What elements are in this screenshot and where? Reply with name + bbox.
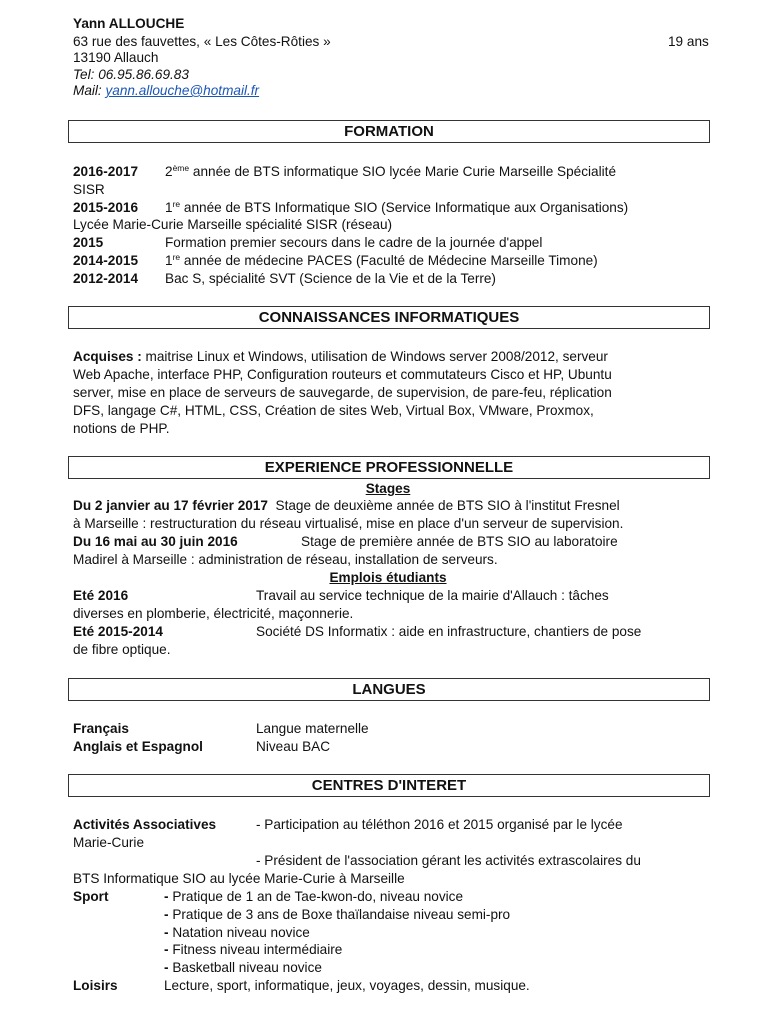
sport-item: - Natation niveau novice bbox=[164, 925, 310, 940]
asso-line: - Président de l'association gérant les activités extrascolaires du bbox=[256, 853, 641, 868]
stage-item-cont: à Marseille : restructuration du réseau virtualisé, mise en place d'un serveur de supervision. bbox=[73, 516, 624, 531]
sport-item: - Pratique de 3 ans de Boxe thaïlandaise niveau semi-pro bbox=[164, 907, 511, 922]
sport-item: Sport - Pratique de 1 an de Tae-kwon-do, niveau novice bbox=[73, 889, 464, 904]
formation-item: 2015-2016 1re année de BTS Informatique SIO (Service Informatique aux Organisations) bbox=[73, 199, 629, 215]
job-item-cont: diverses en plomberie, électricité, maçonnerie. bbox=[73, 606, 354, 621]
language-item: Français Langue maternelle bbox=[73, 721, 369, 736]
formation-item: 2012-2014 Bac S, spécialité SVT (Science de la Vie et de la Terre) bbox=[73, 271, 496, 286]
stage-item: Du 2 janvier au 17 février 2017 Stage de deuxième année de BTS SIO à l'institut Fresnel bbox=[73, 498, 620, 513]
section-connaissances: CONNAISSANCES INFORMATIQUES bbox=[68, 306, 710, 329]
formation-item-cont: SISR bbox=[73, 182, 105, 197]
job-item-cont: de fibre optique. bbox=[73, 642, 171, 657]
section-experience: EXPERIENCE PROFESSIONNELLE bbox=[68, 456, 710, 479]
sport-item: - Basketball niveau novice bbox=[164, 960, 322, 975]
skills-line: DFS, langage C#, HTML, CSS, Création de sites Web, Virtual Box, VMware, Proxmox, bbox=[73, 403, 594, 418]
sport-item: - Fitness niveau intermédiaire bbox=[164, 942, 343, 957]
asso-line: Activités Associatives - Participation au téléthon 2016 et 2015 organisé par le lycée bbox=[73, 817, 623, 832]
asso-line: Marie-Curie bbox=[73, 835, 145, 850]
formation-item: 2016-2017 2ème année de BTS informatique SIO lycée Marie Curie Marseille Spécialité bbox=[73, 163, 616, 179]
address-line-2: 13190 Allauch bbox=[73, 50, 159, 65]
candidate-name: Yann ALLOUCHE bbox=[73, 16, 185, 31]
formation-item-cont: Lycée Marie-Curie Marseille spécialité SISR (réseau) bbox=[73, 217, 393, 232]
job-item: Eté 2015-2014 Société DS Informatix : aide en infrastructure, chantiers de pose bbox=[73, 624, 642, 639]
loisirs-line: Loisirs Lecture, sport, informatique, jeux, voyages, dessin, musique. bbox=[73, 978, 530, 993]
age: 19 ans bbox=[668, 34, 709, 49]
mail-label: Mail: bbox=[73, 83, 106, 98]
formation-item: 2015 Formation premier secours dans le cadre de la journée d'appel bbox=[73, 235, 543, 250]
stages-subtitle: Stages bbox=[365, 481, 411, 496]
stage-item-cont: Madirel à Marseille : administration de réseau, installation de serveurs. bbox=[73, 552, 498, 567]
email-link[interactable]: yann.allouche@hotmail.fr bbox=[105, 83, 260, 98]
skills-line: notions de PHP. bbox=[73, 421, 170, 436]
stage-item: Du 16 mai au 30 juin 2016 Stage de première année de BTS SIO au laboratoire bbox=[73, 534, 618, 549]
job-item: Eté 2016 Travail au service technique de la mairie d'Allauch : tâches bbox=[73, 588, 609, 603]
section-langues: LANGUES bbox=[68, 678, 710, 701]
skills-line: server, mise en place de serveurs de sauvegarde, de supervision, de pare-feu, réplication bbox=[73, 385, 612, 400]
phone: Tel: 06.95.86.69.83 bbox=[73, 67, 189, 82]
asso-line: BTS Informatique SIO au lycée Marie-Curie à Marseille bbox=[73, 871, 405, 886]
section-interets: CENTRES D'INTERET bbox=[68, 774, 710, 797]
skills-line: Web Apache, interface PHP, Configuration routeurs et commutateurs Cisco et HP, Ubuntu bbox=[73, 367, 612, 382]
emplois-subtitle: Emplois étudiants bbox=[329, 570, 447, 585]
skills-line: Acquises : maitrise Linux et Windows, utilisation de Windows server 2008/2012, serveur bbox=[73, 349, 608, 364]
address-line-1: 63 rue des fauvettes, « Les Côtes-Rôties » bbox=[73, 34, 331, 49]
formation-item: 2014-2015 1re année de médecine PACES (Faculté de Médecine Marseille Timone) bbox=[73, 252, 598, 268]
mail-line bbox=[73, 82, 259, 100]
section-formation: FORMATION bbox=[68, 120, 710, 143]
language-item: Anglais et Espagnol Niveau BAC bbox=[73, 739, 331, 754]
